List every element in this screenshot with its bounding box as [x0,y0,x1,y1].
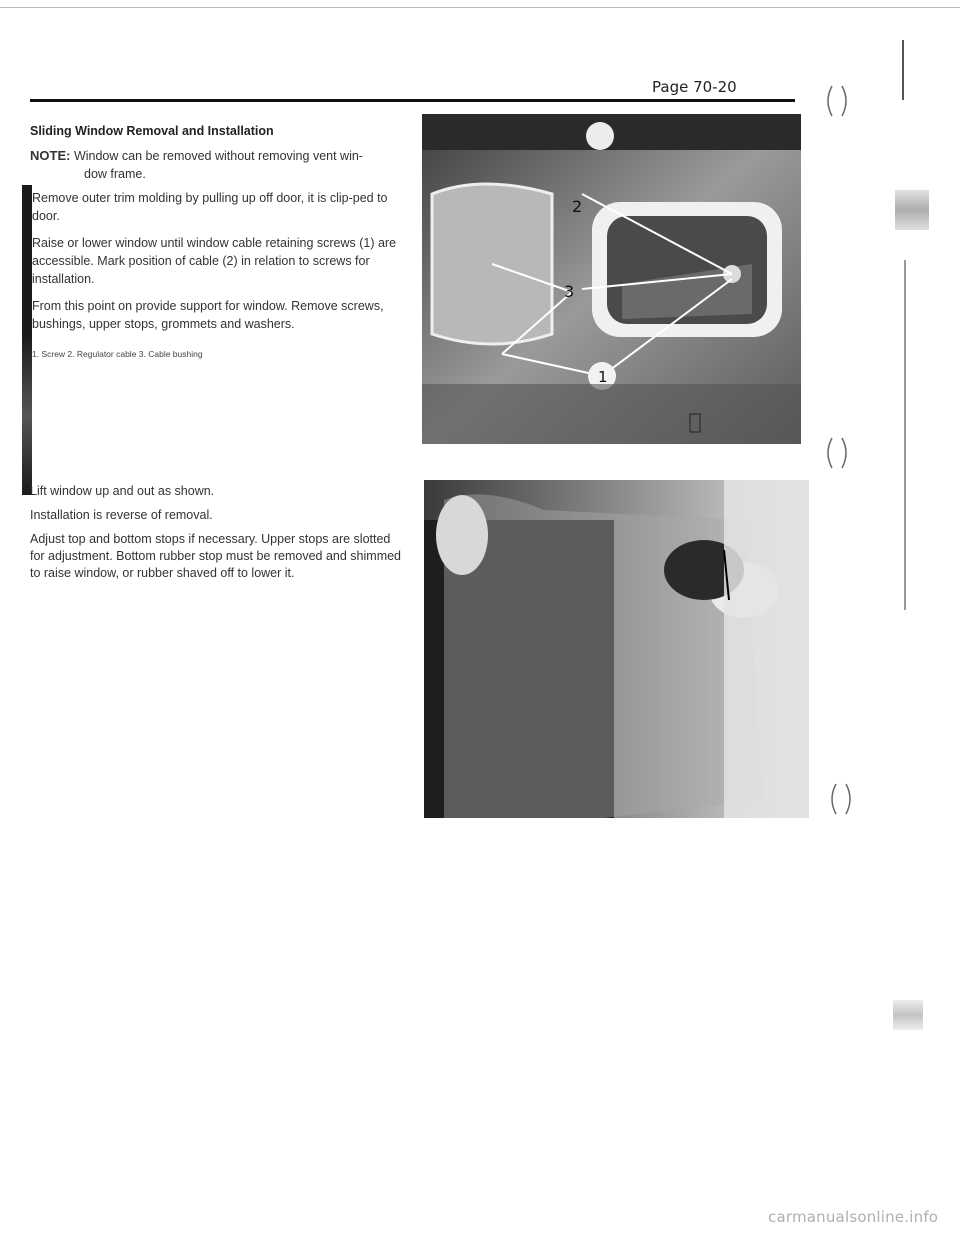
note-text-line2: dow frame. [84,167,146,181]
section-heading: Sliding Window Removal and Installation [30,124,274,138]
binder-hole-icon [824,84,850,118]
paragraph: Lift window up and out as shown. [30,484,215,498]
note [30,147,406,183]
photo-lifting-window [424,480,809,818]
instruction-column [30,122,406,363]
scan-artifact [0,7,960,8]
binder-hole-icon [824,436,850,470]
step-list [30,189,406,363]
scan-artifact-edge [904,260,906,610]
binder-hole-icon [828,782,854,816]
scan-artifact-smudge [895,190,929,230]
binding-bar [22,185,32,495]
paragraph: Adjust top and bottom stops if necessary. Upper stops are slotted for adjustment. Bottom rubber stop must be removed and shimmed to raise window, or rubber shaved off to lower it. [30,532,402,580]
step-item: Raise or lower window until window cable retaining screws (1) are accessible. Mark position of cable (2) in relation to screws for installation. [32,236,397,286]
photo-window-cable-screws [422,114,801,444]
callout-1: 1 [598,368,608,386]
procedure-paragraphs [30,483,406,589]
step-item: From this point on provide support for window. Remove screws, bushings, upper stops, grommets and washers. [32,299,384,331]
figure-caption: 1. Screw 2. Regulator cable 3. Cable bushing [32,349,203,359]
scan-artifact-smudge [893,1000,923,1030]
callout-3: 3 [564,282,575,301]
footer-watermark: carmanualsonline.info [768,1208,939,1226]
paragraph: Installation is reverse of removal. [30,508,213,522]
header-rule [30,99,795,102]
scan-artifact-edge [902,40,904,100]
note-label: NOTE: [30,148,71,163]
step-item: Remove outer trim molding by pulling up off door, it is clip-ped to door. [32,191,388,223]
note-text-line1: Window can be removed without removing vent win- [73,149,363,163]
callout-2: 2 [572,197,583,216]
page-number: Page 70-20 [652,78,737,96]
